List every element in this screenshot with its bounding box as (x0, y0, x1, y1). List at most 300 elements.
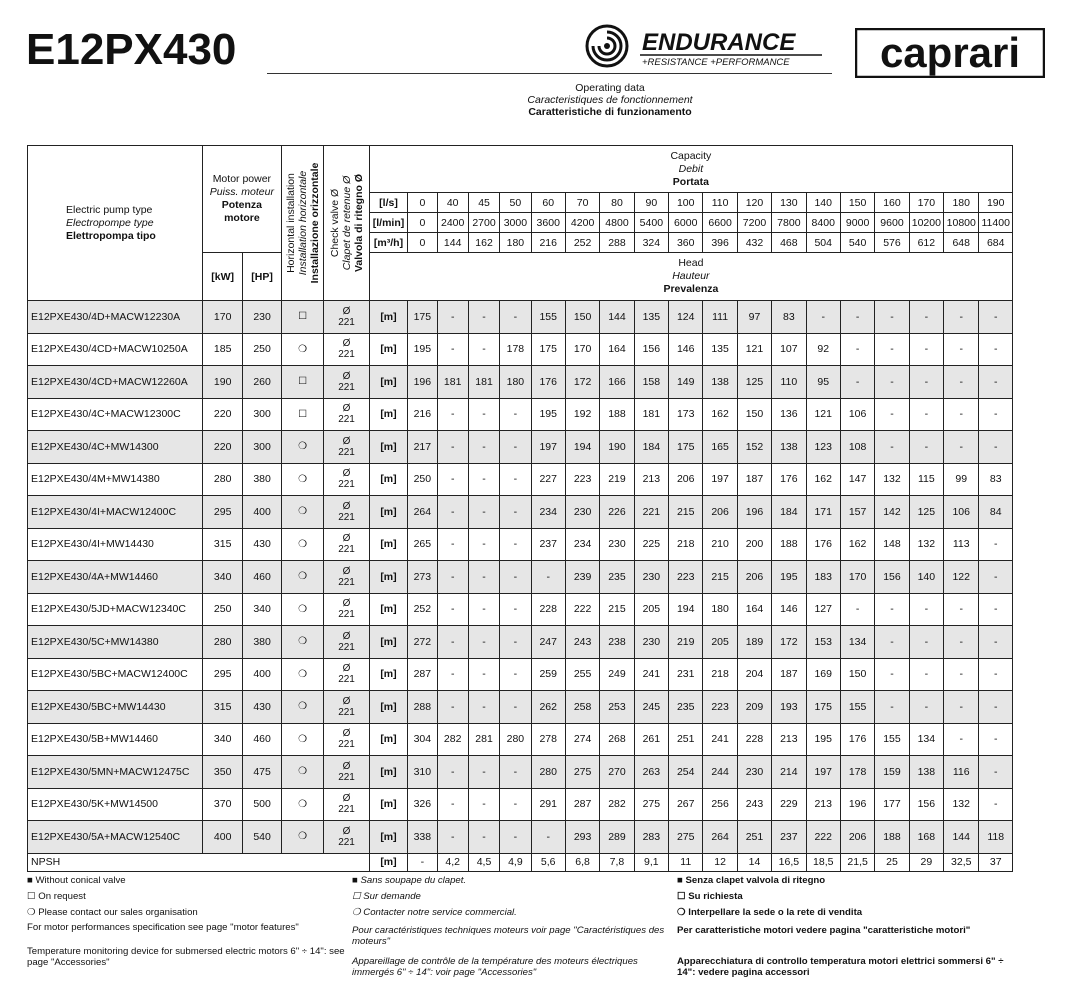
motor-kw: 370 (202, 788, 242, 821)
flow-value: 360 (669, 233, 703, 253)
head-value: - (500, 658, 531, 691)
head-value: 218 (669, 528, 703, 561)
head-value: 293 (565, 821, 599, 854)
operating-data-fr: Caracteristiques de fonctionnement (527, 94, 693, 106)
head-value: 214 (772, 756, 806, 789)
head-value: 288 (408, 691, 437, 724)
flow-value: 7800 (772, 213, 806, 233)
head-value: - (437, 658, 468, 691)
circle-icon: ❍ (298, 603, 308, 615)
hp-header: [HP] (243, 253, 281, 301)
head-value: - (979, 593, 1013, 626)
check-valve-header (324, 146, 370, 301)
head-value: - (909, 593, 943, 626)
head-value: 230 (565, 496, 599, 529)
note-motor-en: For motor performances specification see page "motor features" (27, 921, 299, 933)
head-value: 110 (772, 366, 806, 399)
head-value: 210 (703, 528, 737, 561)
head-value: 155 (840, 691, 874, 724)
head-value: 237 (531, 528, 565, 561)
head-value: - (944, 301, 979, 334)
head-value: - (468, 463, 499, 496)
head-value: 111 (703, 301, 737, 334)
installation-cell (281, 723, 323, 756)
head-value: 213 (806, 788, 840, 821)
head-value: - (875, 301, 909, 334)
head-value: 272 (408, 626, 437, 659)
head-value: - (944, 691, 979, 724)
capacity-en: Capacity (670, 149, 712, 162)
flow-value: 576 (875, 233, 909, 253)
motor-kw: 170 (202, 301, 242, 334)
table-row (28, 756, 1013, 789)
head-value: 132 (875, 463, 909, 496)
valve-size: 221 (338, 414, 355, 426)
installation-cell (281, 496, 323, 529)
table-row (28, 788, 1013, 821)
flow-value: 6600 (703, 213, 737, 233)
motor-hp: 400 (243, 496, 281, 529)
npsh-value: 29 (909, 853, 943, 871)
flow-value: 324 (634, 233, 668, 253)
motor-hp: 300 (243, 431, 281, 464)
head-value: 254 (669, 756, 703, 789)
page-title: E12PX430 (26, 25, 237, 74)
head-value: - (500, 788, 531, 821)
head-value: 121 (806, 398, 840, 431)
head-value: 227 (531, 463, 565, 496)
head-value: - (468, 561, 499, 594)
head-value: - (500, 496, 531, 529)
head-value: 252 (408, 593, 437, 626)
head-value: - (806, 301, 840, 334)
head-value: - (944, 593, 979, 626)
head-value: 172 (772, 626, 806, 659)
valve-size: 221 (338, 479, 355, 491)
head-value: - (875, 658, 909, 691)
unit-m: [m] (369, 821, 407, 854)
head-value: - (840, 333, 874, 366)
head-value: 226 (600, 496, 634, 529)
npsh-value: 7,8 (600, 853, 634, 871)
head-value: 162 (806, 463, 840, 496)
check-valve-cell (324, 626, 370, 659)
table-row (28, 398, 1013, 431)
head-value: 251 (669, 723, 703, 756)
head-value: - (875, 398, 909, 431)
installation-cell (281, 788, 323, 821)
npsh-value: 37 (979, 853, 1013, 871)
head-value: 239 (565, 561, 599, 594)
head-value: 259 (531, 658, 565, 691)
motor-kw: 315 (202, 691, 242, 724)
check-valve-en: Check valve Ø (328, 188, 341, 258)
pump-model-name: E12PXE430/5A+MACW12540C (28, 821, 203, 854)
head-value: 270 (600, 756, 634, 789)
npsh-value: 4,9 (500, 853, 531, 871)
npsh-value: 21,5 (840, 853, 874, 871)
head-value: 175 (806, 691, 840, 724)
head-value: 144 (944, 821, 979, 854)
head-value: - (437, 821, 468, 854)
head-value: 146 (669, 333, 703, 366)
head-value: - (944, 723, 979, 756)
head-value: 121 (737, 333, 771, 366)
operating-data-title (360, 82, 860, 118)
head-value: 215 (600, 593, 634, 626)
head-value: 209 (737, 691, 771, 724)
head-value: - (437, 626, 468, 659)
head-value: 291 (531, 788, 565, 821)
table-row (28, 821, 1013, 854)
unit-m: [m] (369, 561, 407, 594)
head-value: 116 (944, 756, 979, 789)
head-value: 158 (634, 366, 668, 399)
head-value: 184 (634, 431, 668, 464)
head-value: 275 (634, 788, 668, 821)
head-value: 150 (840, 658, 874, 691)
head-value: - (944, 333, 979, 366)
check-valve-fr: Clapet de retenue Ø (340, 175, 353, 271)
check-valve-cell (324, 463, 370, 496)
flow-value: 432 (737, 233, 771, 253)
head-value: 83 (979, 463, 1013, 496)
head-value: 223 (565, 463, 599, 496)
check-valve-cell (324, 431, 370, 464)
check-valve-cell (324, 398, 370, 431)
head-value: 222 (565, 593, 599, 626)
head-value: 118 (979, 821, 1013, 854)
flow-value: 648 (944, 233, 979, 253)
head-value: 228 (737, 723, 771, 756)
flow-value: 540 (840, 233, 874, 253)
motor-kw: 295 (202, 658, 242, 691)
flow-value: 8400 (806, 213, 840, 233)
head-value: 263 (634, 756, 668, 789)
head-value: 243 (565, 626, 599, 659)
flow-value: 5400 (634, 213, 668, 233)
motor-power-en: Motor power (212, 173, 272, 185)
operating-data-en: Operating data (575, 82, 645, 94)
flow-value: 11400 (979, 213, 1013, 233)
head-value: 142 (875, 496, 909, 529)
valve-size: 221 (338, 641, 355, 653)
head-value: 250 (408, 463, 437, 496)
head-value: - (500, 431, 531, 464)
head-value: 230 (737, 756, 771, 789)
head-value: 166 (600, 366, 634, 399)
square-icon: ☐ (27, 891, 36, 903)
head-value: 180 (703, 593, 737, 626)
head-value: 184 (772, 496, 806, 529)
pump-model-name: E12PXE430/5BC+MW14430 (28, 691, 203, 724)
note-request-it: Su richiesta (688, 891, 743, 903)
flow-value: 144 (437, 233, 468, 253)
head-value: 138 (772, 431, 806, 464)
table-row (28, 333, 1013, 366)
head-value: 261 (634, 723, 668, 756)
valve-size: 221 (338, 446, 355, 458)
head-value: 197 (703, 463, 737, 496)
head-value: 176 (531, 366, 565, 399)
flow-value: 170 (909, 193, 943, 213)
unit-m: [m] (369, 366, 407, 399)
head-value: 253 (600, 691, 634, 724)
valve-size: 221 (338, 609, 355, 621)
motor-kw: 350 (202, 756, 242, 789)
head-value: - (437, 691, 468, 724)
head-value: - (500, 398, 531, 431)
installation-cell (281, 398, 323, 431)
head-value: - (979, 528, 1013, 561)
head-value: 241 (634, 658, 668, 691)
head-value: 123 (806, 431, 840, 464)
head-value: - (500, 626, 531, 659)
valve-size: 221 (338, 544, 355, 556)
pump-type-it: Elettropompa tipo (66, 229, 156, 242)
endurance-logo-tagline: +RESISTANCE +PERFORMANCE (642, 57, 790, 68)
npsh-value: 14 (737, 853, 771, 871)
motor-kw: 340 (202, 723, 242, 756)
flow-value: 9600 (875, 213, 909, 233)
check-valve-it: Valvola di ritegno Ø (352, 173, 365, 273)
installation-cell (281, 528, 323, 561)
circle-icon: ❍ (298, 831, 308, 843)
npsh-value: 4,2 (437, 853, 468, 871)
head-value: - (437, 756, 468, 789)
head-fr: Hauteur (672, 270, 710, 282)
head-value: 188 (772, 528, 806, 561)
note-without-it: Senza clapet valvola di ritegno (685, 875, 826, 886)
motor-hp: 380 (243, 626, 281, 659)
flow-value: 216 (531, 233, 565, 253)
head-value: 215 (669, 496, 703, 529)
head-value: - (437, 431, 468, 464)
flow-value: 100 (669, 193, 703, 213)
head-value: 149 (669, 366, 703, 399)
head-value: 278 (531, 723, 565, 756)
head-value: 195 (772, 561, 806, 594)
motor-hp: 300 (243, 398, 281, 431)
flow-value: 140 (806, 193, 840, 213)
head-value: 136 (772, 398, 806, 431)
head-value: 155 (531, 301, 565, 334)
installation-cell (281, 333, 323, 366)
unit-m: [m] (369, 398, 407, 431)
head-value: 169 (806, 658, 840, 691)
head-value: 223 (703, 691, 737, 724)
flow-value: 90 (634, 193, 668, 213)
valve-diameter-symbol: Ø (342, 403, 351, 415)
unit-m: [m] (369, 626, 407, 659)
head-value: 280 (500, 723, 531, 756)
table-row (28, 463, 1013, 496)
head-value: 258 (565, 691, 599, 724)
head-value: - (909, 658, 943, 691)
valve-diameter-symbol: Ø (342, 760, 351, 772)
head-value: - (468, 658, 499, 691)
motor-hp: 500 (243, 788, 281, 821)
flow-value: 180 (944, 193, 979, 213)
check-valve-cell (324, 723, 370, 756)
flow-value: 0 (408, 213, 437, 233)
circle-icon: ❍ (298, 798, 308, 810)
flow-value: 2400 (437, 213, 468, 233)
flow-value: 504 (806, 233, 840, 253)
head-value: 146 (772, 593, 806, 626)
head-value: - (531, 561, 565, 594)
head-value: 255 (565, 658, 599, 691)
unit-m: [m] (369, 756, 407, 789)
head-value: - (979, 366, 1013, 399)
head-value: - (875, 593, 909, 626)
motor-hp: 460 (243, 561, 281, 594)
pump-model-name: E12PXE430/5MN+MACW12475C (28, 756, 203, 789)
circle-icon: ❍ (27, 907, 36, 919)
head-value: 200 (737, 528, 771, 561)
head-value: 162 (703, 398, 737, 431)
capacity-it: Portata (672, 175, 709, 188)
head-value: 115 (909, 463, 943, 496)
head-value: - (979, 301, 1013, 334)
kw-header: [kW] (202, 253, 242, 301)
unit-m: [m] (369, 853, 407, 871)
flow-value: 80 (600, 193, 634, 213)
head-value: - (437, 398, 468, 431)
filled-square-icon: ■ (27, 875, 33, 886)
flow-value: 150 (840, 193, 874, 213)
head-value: 183 (806, 561, 840, 594)
head-value: 195 (531, 398, 565, 431)
circle-icon: ❍ (298, 343, 308, 355)
pump-model-name: E12PXE430/4D+MACW12230A (28, 301, 203, 334)
valve-diameter-symbol: Ø (342, 598, 351, 610)
head-value: - (500, 561, 531, 594)
head-value: - (979, 333, 1013, 366)
motor-kw: 220 (202, 431, 242, 464)
unit-m3h: [m³/h] (369, 233, 407, 253)
head-value: 238 (600, 626, 634, 659)
head-value: - (468, 593, 499, 626)
unit-lmin: [l/min] (369, 213, 407, 233)
head-value: - (840, 366, 874, 399)
motor-hp: 430 (243, 691, 281, 724)
head-value: 172 (565, 366, 599, 399)
flow-value: 4200 (565, 213, 599, 233)
head-header (369, 253, 1012, 301)
head-value: 265 (408, 528, 437, 561)
head-value: - (500, 301, 531, 334)
motor-power-it: Potenza motore (221, 199, 262, 224)
square-icon: ☐ (677, 891, 686, 903)
head-value: 176 (840, 723, 874, 756)
head-value: 171 (806, 496, 840, 529)
valve-diameter-symbol: Ø (342, 305, 351, 317)
head-value: 267 (669, 788, 703, 821)
head-value: 159 (875, 756, 909, 789)
head-value: 155 (875, 723, 909, 756)
head-value: - (944, 626, 979, 659)
horizontal-fr: Installation horizontale (296, 170, 309, 276)
table-row (28, 528, 1013, 561)
horizontal-it: Installazione orizzontale (308, 162, 321, 284)
flow-value: 10800 (944, 213, 979, 233)
head-value: 175 (669, 431, 703, 464)
head-value: - (500, 821, 531, 854)
head-value: - (468, 626, 499, 659)
head-value: 219 (600, 463, 634, 496)
head-value: - (979, 431, 1013, 464)
table-row (28, 626, 1013, 659)
head-value: 122 (944, 561, 979, 594)
flow-value: 3000 (500, 213, 531, 233)
head-value: 218 (703, 658, 737, 691)
head-value: - (531, 821, 565, 854)
motor-kw: 190 (202, 366, 242, 399)
head-value: 164 (737, 593, 771, 626)
operating-data-it: Caratteristiche di funzionamento (528, 106, 692, 118)
head-value: 83 (772, 301, 806, 334)
flow-value: 0 (408, 193, 437, 213)
head-value: 189 (737, 626, 771, 659)
head-value: - (437, 788, 468, 821)
head-value: 234 (565, 528, 599, 561)
table-row (28, 561, 1013, 594)
circle-icon: ❍ (298, 441, 308, 453)
head-value: 215 (703, 561, 737, 594)
valve-size: 221 (338, 511, 355, 523)
head-value: 326 (408, 788, 437, 821)
head-value: 164 (600, 333, 634, 366)
check-valve-cell (324, 691, 370, 724)
head-value: 268 (600, 723, 634, 756)
head-value: - (437, 333, 468, 366)
head-value: 162 (840, 528, 874, 561)
square-icon: ☐ (298, 311, 308, 323)
motor-power-header (202, 146, 281, 253)
note-request-fr: Sur demande (363, 891, 421, 903)
unit-m: [m] (369, 691, 407, 724)
table-row (28, 431, 1013, 464)
head-value: 197 (531, 431, 565, 464)
installation-cell (281, 691, 323, 724)
head-value: 194 (669, 593, 703, 626)
note-contact-it: Interpellare la sede o la rete di vendita (688, 907, 863, 919)
motor-hp: 340 (243, 593, 281, 626)
motor-kw: 280 (202, 626, 242, 659)
head-value: - (979, 398, 1013, 431)
head-value: 338 (408, 821, 437, 854)
head-value: - (909, 366, 943, 399)
head-value: 282 (600, 788, 634, 821)
filled-square-icon: ■ (677, 875, 683, 886)
head-value: 223 (669, 561, 703, 594)
pump-model-name: E12PXE430/4I+MACW12400C (28, 496, 203, 529)
head-value: 156 (634, 333, 668, 366)
head-value: - (468, 301, 499, 334)
head-value: 135 (634, 301, 668, 334)
head-value: 147 (840, 463, 874, 496)
valve-size: 221 (338, 739, 355, 751)
circle-icon: ❍ (677, 907, 686, 919)
head-value: 241 (703, 723, 737, 756)
motor-hp: 260 (243, 366, 281, 399)
head-value: 127 (806, 593, 840, 626)
head-value: - (909, 398, 943, 431)
pump-model-name: E12PXE430/5B+MW14460 (28, 723, 203, 756)
head-value: 106 (944, 496, 979, 529)
note-without-fr: Sans soupape du clapet. (360, 875, 467, 886)
